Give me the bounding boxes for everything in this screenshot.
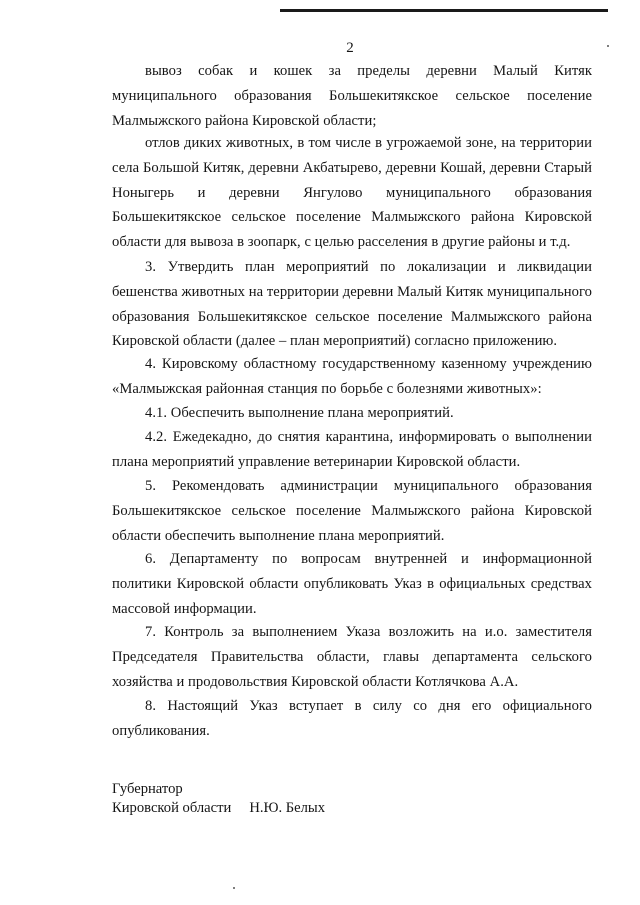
signature-line2 [112,799,325,818]
paragraph-wild-animal-capture: отлов диких животных, в том числе в угрожаемой зоне, на территории села Большой Китяк, деревни Акбатырево, деревни Кошай, деревни Старый Ноныгерь и деревни Янгулово муниципального образования Большекитякское сельское поселение Малмыжского района Кировской области для вывоза в зоопарк, с целью расселения в другие районы и т.д. [112,135,592,251]
signature-block [112,780,325,818]
scan-speck [233,887,235,889]
top-rule [280,9,608,12]
paragraph-item-5: 5. Рекомендовать администрации муниципального образования Большекитякское сельское поселение Малмыжского района Кировской области обеспечить выполнение плана мероприятий. [112,478,592,544]
paragraph-dog-cat-removal: вывоз собак и кошек за пределы деревни Малый Китяк муниципального образования Большекитякское сельское поселение Малмыжского района Кировской области; [112,63,592,129]
signature-title-line1: Губернатор [112,781,183,797]
paragraph-item-6: 6. Департаменту по вопросам внутренней и информационной политики Кировской области опубликовать Указ в официальных средствах массовой информации. [112,551,592,617]
scan-speck [607,45,609,47]
paragraph-item-4: 4. Кировскому областному государственному казенному учреждению «Малмыжская районная станция по борьбе с болезнями животных»: [112,356,592,397]
signatory-name: Н.Ю. Белых [249,800,326,816]
paragraph-item-7: 7. Контроль за выполнением Указа возложить на и.о. заместителя Председателя Правительства области, главы департамента сельского хозяйства и продовольствия Кировской области Котлячкова А.А. [112,624,592,690]
page-number: 2 [346,40,354,56]
paragraph-item-4-1: 4.1. Обеспечить выполнение плана мероприятий. [145,405,454,421]
paragraph-item-8: 8. Настоящий Указ вступает в силу со дня его официального опубликования. [112,698,592,739]
paragraph-item-3: 3. Утвердить план мероприятий по локализации и ликвидации бешенства животных на территории деревни Малый Китяк муниципального образования Большекитякское сельское поселение Малмыжского района Кировской области (далее – план мероприятий) согласно приложению. [112,259,592,350]
paragraph-item-4-2: 4.2. Ежедекадно, до снятия карантина, информировать о выполнении плана мероприятий управление ветеринарии Кировской области. [112,429,592,470]
signature-title-line2: Кировской области [112,800,232,816]
